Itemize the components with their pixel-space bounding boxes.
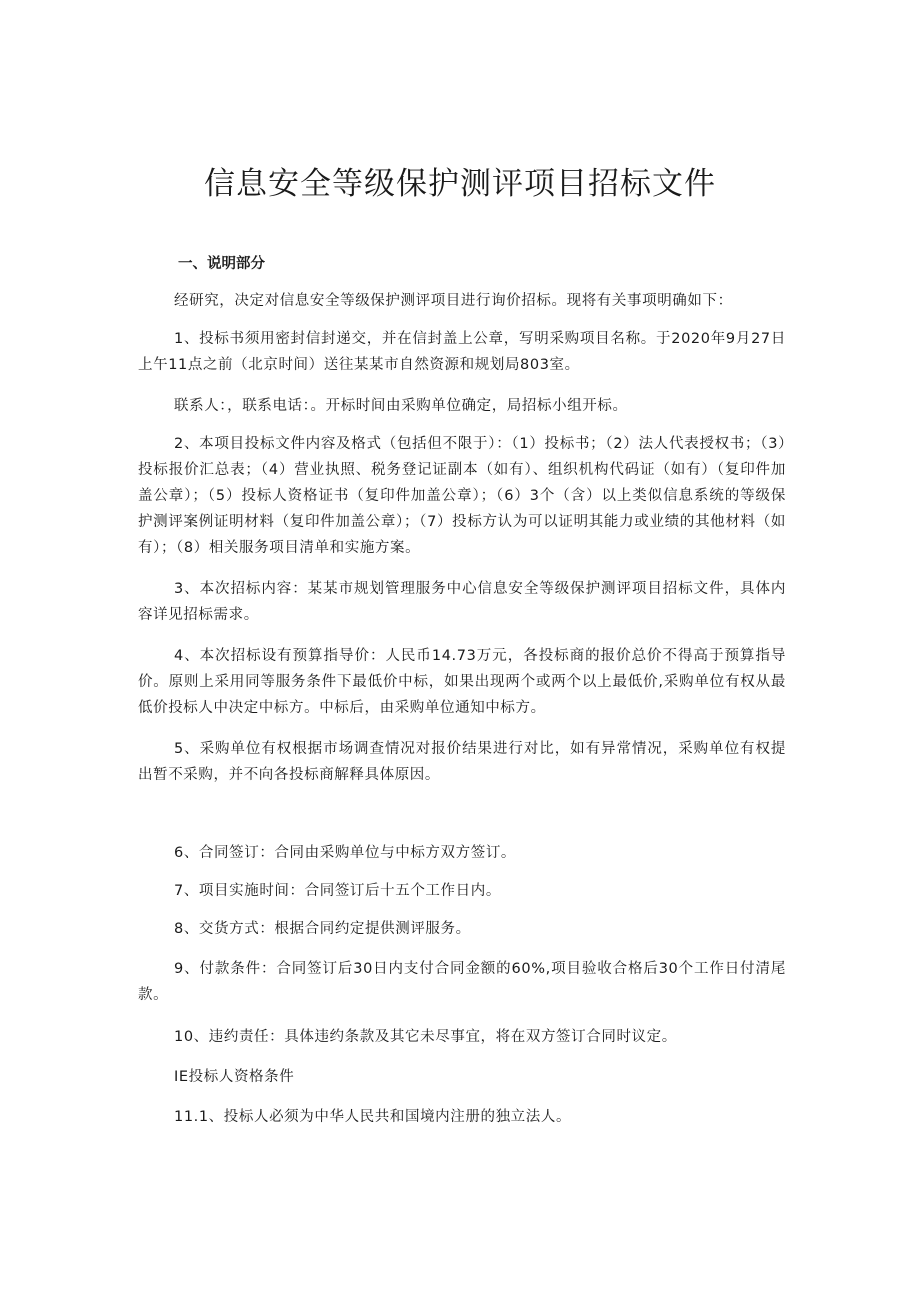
item-9-paragraph: 9、付款条件：合同签订后30日内支付合同金额的60%,项目验收合格后30个工作日付清尾款。	[138, 961, 786, 1003]
qualification-heading: IE投标人资格条件	[174, 1069, 295, 1085]
item-10-paragraph: 10、违约责任：具体违约条款及其它未尽事宜，将在双方签订合同时议定。	[174, 1029, 677, 1045]
item-7-paragraph: 7、项目实施时间：合同签订后十五个工作日内。	[174, 883, 501, 899]
item-8-paragraph: 8、交货方式：根据合同约定提供测评服务。	[174, 921, 471, 937]
item-5-paragraph: 5、采购单位有权根据市场调查情况对报价结果进行对比，如有异常情况，采购单位有权提出暂不采购，并不向各投标商解释具体原因。	[138, 741, 786, 783]
item-6-paragraph: 6、合同签订：合同由采购单位与中标方双方签订。	[174, 845, 517, 861]
document-title: 信息安全等级保护测评项目招标文件	[204, 166, 716, 202]
contact-paragraph: 联系人：，联系电话：。开标时间由采购单位确定，局招标小组开标。	[174, 398, 628, 414]
intro-paragraph: 经研究，决定对信息安全等级保护测评项目进行询价招标。现将有关事项明确如下：	[174, 293, 733, 309]
item-4-paragraph: 4、本次招标设有预算指导价：人民币14.73万元，各投标商的报价总价不得高于预算指导价。原则上采用同等服务条件下最低价中标，如果出现两个或两个以上最低价,采购单位有权从最低价投标人中决定中标方。中标后，由采购单位通知中标方。	[138, 648, 786, 716]
item-3-paragraph: 3、本次招标内容：某某市规划管理服务中心信息安全等级保护测评项目招标文件，具体内容详见招标需求。	[138, 581, 786, 623]
item-11-1-paragraph: 11.1、投标人必须为中华人民共和国境内注册的独立法人。	[174, 1109, 572, 1125]
item-1-paragraph: 1、投标书须用密封信封递交，并在信封盖上公章，写明采购项目名称。于2020年9月27日上午11点之前（北京时间）送往某某市自然资源和规划局803室。	[138, 331, 786, 373]
section-heading: 一、说明部分	[178, 256, 265, 272]
item-2-paragraph: 2、本项目投标文件内容及格式（包括但不限于）：（1）投标书；（2）法人代表授权书；（3）投标报价汇总表；（4）营业执照、税务登记证副本（如有）、组织机构代码证（如有）（复印件加盖公章）；（5）投标人资格证书（复印件加盖公章）；（6）3个（含）以上类似信息系统的等级保护测评案例证明材料（复印件加盖公章）；（7）投标方认为可以证明其能力或业绩的其他材料（如有）；（8）相关服务项目清单和实施方案。	[138, 436, 786, 556]
